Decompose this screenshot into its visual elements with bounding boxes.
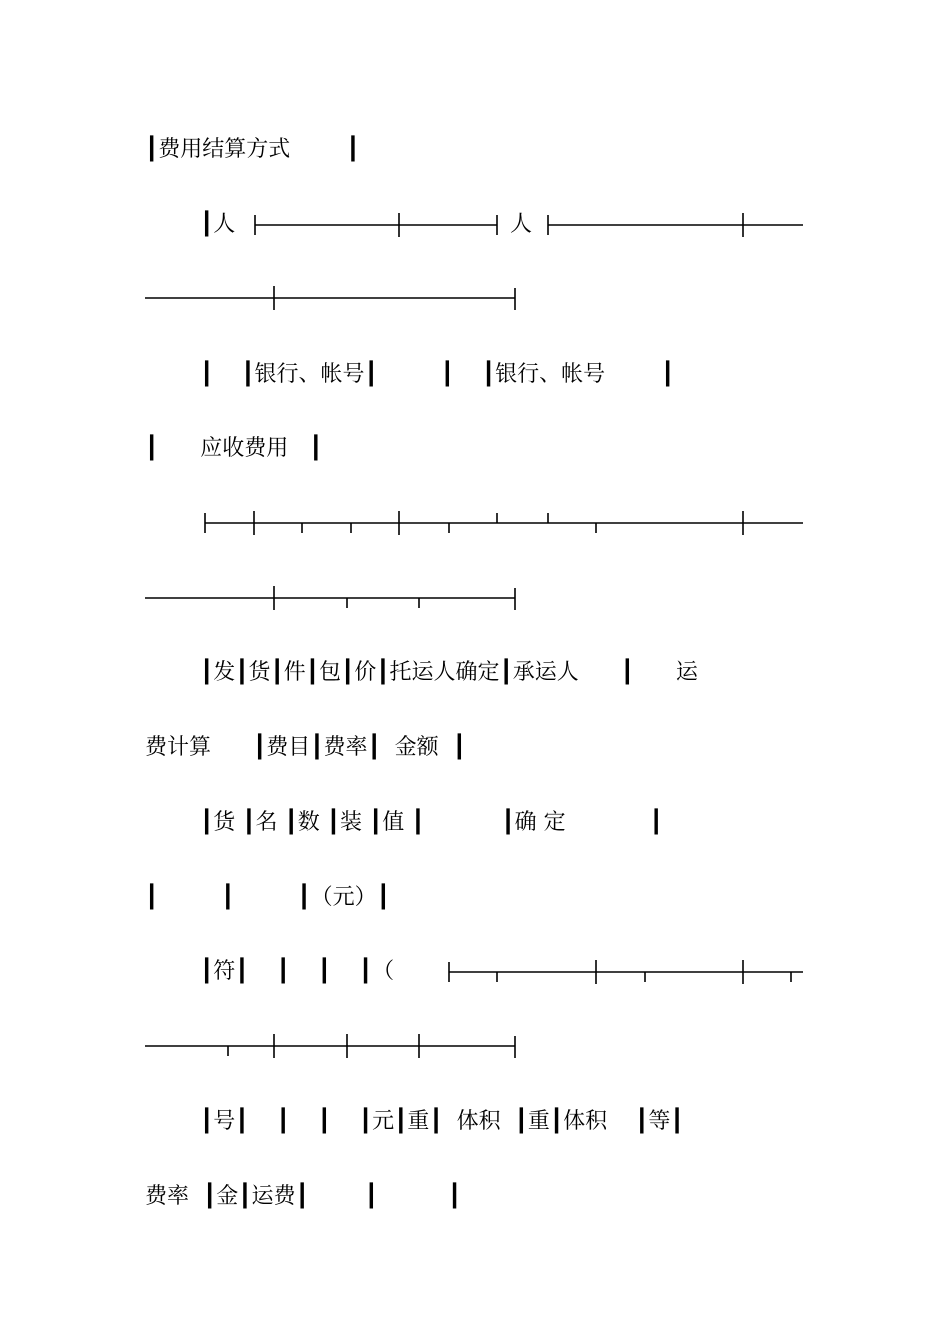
bank-account-line: ┃ ┃银行、帐号┃ ┃ ┃银行、帐号 ┃ — [200, 362, 675, 387]
receivable-fees-line: ┃ 应收费用 ┃ — [145, 436, 323, 461]
goods-header-line-1: ┃发┃货┃件┃包┃价┃托运人确定┃承运人 ┃ 运 — [200, 660, 698, 685]
number-weight-volume-line: ┃号┃ ┃ ┃ ┃元┃重┃ 体积 ┃重┃体积 ┃等┃ — [200, 1109, 684, 1134]
symbol-line: ┃符┃ ┃ ┃ ┃（ — [200, 959, 395, 984]
settlement-method-line: ┃费用结算方式 ┃ — [145, 137, 360, 162]
value-unit-line: ┃ ┃ ┃（元）┃ — [145, 885, 390, 910]
goods-header-line-2: ┃货 ┃名 ┃数 ┃装 ┃值 ┃ ┃确 定 ┃ — [200, 810, 663, 835]
party-label-2: 人 — [510, 212, 533, 237]
party-label-1: ┃人 — [200, 212, 236, 237]
rate-amount-line: 费率 ┃金┃运费┃ ┃ ┃ — [145, 1184, 462, 1209]
freight-calc-line: 费计算 ┃费目┃费率┃ 金额 ┃ — [145, 735, 466, 760]
